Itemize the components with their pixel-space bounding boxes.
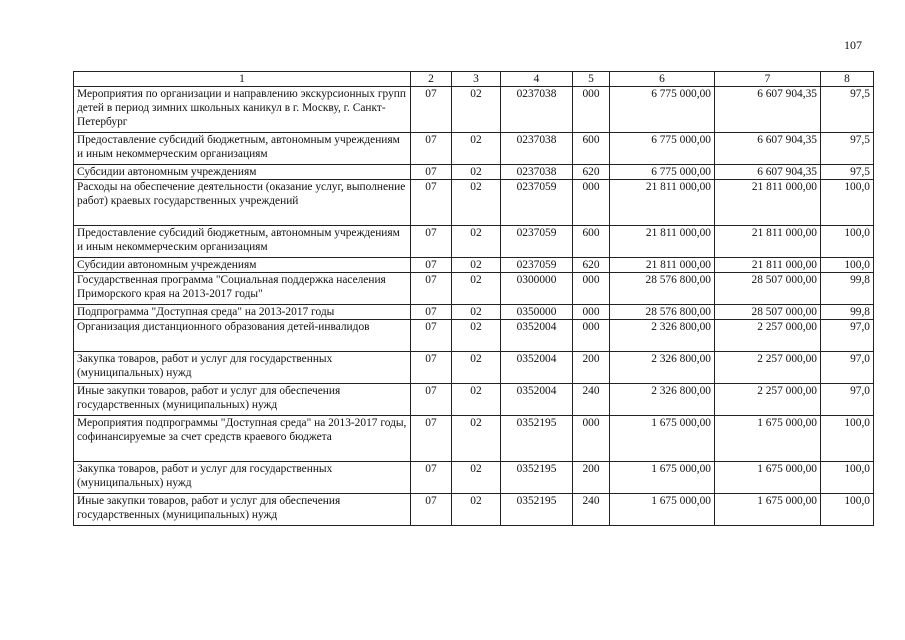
table-cell-expense-type: 000 [573,273,610,305]
table-cell-subsection: 02 [452,320,501,352]
table-cell-description: Подпрограмма "Доступная среда" на 2013-2017 годы [74,305,411,320]
table-cell-description: Мероприятия подпрограммы "Доступная среда" на 2013-2017 годы, софинансируемые за счет средств краевого бюджета [74,416,411,462]
table-row [74,180,874,226]
table-cell-section: 07 [411,133,452,165]
table-cell-expense-type: 600 [573,226,610,258]
table-cell-planned: 1 675 000,00 [610,494,715,526]
page-number: 107 [844,38,862,52]
table-cell-target-article: 0352195 [501,416,573,462]
table-cell-description: Организация дистанционного образования детей-инвалидов [74,320,411,352]
table-cell-executed: 1 675 000,00 [715,494,821,526]
table-cell-section: 07 [411,273,452,305]
table-row [74,462,874,494]
table-cell-percent: 100,0 [821,258,874,273]
table-cell-expense-type: 240 [573,384,610,416]
table-cell-planned: 2 326 800,00 [610,384,715,416]
table-cell-target-article: 0237038 [501,133,573,165]
table-cell-subsection: 02 [452,494,501,526]
budget-table [73,71,874,526]
table-cell-target-article: 0237059 [501,180,573,226]
table-cell-planned: 1 675 000,00 [610,462,715,494]
table-cell-description: Закупка товаров, работ и услуг для государственных (муниципальных) нужд [74,352,411,384]
table-cell-executed: 1 675 000,00 [715,416,821,462]
table-cell-executed: 6 607 904,35 [715,87,821,133]
column-header: 3 [452,72,501,87]
table-cell-section: 07 [411,416,452,462]
table-row [74,133,874,165]
table-cell-target-article: 0237038 [501,165,573,180]
table-cell-executed: 1 675 000,00 [715,462,821,494]
table-cell-expense-type: 000 [573,320,610,352]
table-cell-expense-type: 240 [573,494,610,526]
column-header: 5 [573,72,610,87]
table-cell-target-article: 0237059 [501,258,573,273]
column-header: 7 [715,72,821,87]
table-cell-expense-type: 000 [573,180,610,226]
table-cell-subsection: 02 [452,226,501,258]
table-cell-expense-type: 620 [573,165,610,180]
table-cell-percent: 97,5 [821,133,874,165]
table-cell-percent: 97,0 [821,320,874,352]
table-cell-executed: 2 257 000,00 [715,352,821,384]
table-cell-planned: 28 576 800,00 [610,273,715,305]
table-cell-description: Субсидии автономным учреждениям [74,165,411,180]
table-row [74,352,874,384]
column-header: 8 [821,72,874,87]
table-cell-target-article: 0350000 [501,305,573,320]
table-cell-planned: 21 811 000,00 [610,180,715,226]
table-cell-expense-type: 600 [573,133,610,165]
table-row [74,384,874,416]
table-cell-section: 07 [411,305,452,320]
table-cell-percent: 100,0 [821,462,874,494]
table-cell-description: Расходы на обеспечение деятельности (оказание услуг, выполнение работ) краевых государственных учреждений [74,180,411,226]
table-cell-section: 07 [411,320,452,352]
table-cell-expense-type: 620 [573,258,610,273]
table-cell-planned: 2 326 800,00 [610,352,715,384]
header-row [74,72,874,87]
table-cell-target-article: 0352004 [501,352,573,384]
table-row [74,320,874,352]
table-cell-section: 07 [411,494,452,526]
table-cell-subsection: 02 [452,273,501,305]
table-cell-subsection: 02 [452,462,501,494]
table-cell-executed: 21 811 000,00 [715,258,821,273]
table-cell-planned: 21 811 000,00 [610,226,715,258]
table-cell-section: 07 [411,226,452,258]
table-cell-percent: 100,0 [821,494,874,526]
table-cell-description: Иные закупки товаров, работ и услуг для обеспечения государственных (муниципальных) нужд [74,494,411,526]
table-cell-executed: 28 507 000,00 [715,273,821,305]
table-cell-executed: 6 607 904,35 [715,165,821,180]
table-cell-expense-type: 200 [573,352,610,384]
table-cell-planned: 28 576 800,00 [610,305,715,320]
table-cell-subsection: 02 [452,352,501,384]
table-cell-subsection: 02 [452,133,501,165]
table-cell-percent: 100,0 [821,416,874,462]
table-cell-percent: 97,0 [821,384,874,416]
table-row [74,87,874,133]
table-cell-expense-type: 200 [573,462,610,494]
table-cell-description: Мероприятия по организации и направлению экскурсионных групп детей в период зимних школьных каникул в г. Москву, г. Санкт-Петербург [74,87,411,133]
table-cell-target-article: 0352195 [501,494,573,526]
table-row [74,273,874,305]
table-cell-description: Субсидии автономным учреждениям [74,258,411,273]
table-cell-section: 07 [411,165,452,180]
table-cell-planned: 6 775 000,00 [610,87,715,133]
table-cell-expense-type: 000 [573,305,610,320]
table-cell-section: 07 [411,384,452,416]
table-cell-description: Иные закупки товаров, работ и услуг для обеспечения государственных (муниципальных) нужд [74,384,411,416]
table-row [74,416,874,462]
table-cell-target-article: 0352195 [501,462,573,494]
table-cell-subsection: 02 [452,305,501,320]
column-header: 4 [501,72,573,87]
table-row [74,226,874,258]
table-cell-planned: 6 775 000,00 [610,165,715,180]
table-cell-executed: 21 811 000,00 [715,180,821,226]
table-cell-target-article: 0300000 [501,273,573,305]
table-cell-planned: 21 811 000,00 [610,258,715,273]
table-cell-executed: 6 607 904,35 [715,133,821,165]
table-cell-target-article: 0352004 [501,320,573,352]
column-header: 6 [610,72,715,87]
table-cell-executed: 28 507 000,00 [715,305,821,320]
table-cell-subsection: 02 [452,87,501,133]
table-cell-section: 07 [411,180,452,226]
table-cell-subsection: 02 [452,165,501,180]
table-cell-section: 07 [411,352,452,384]
table-cell-percent: 97,0 [821,352,874,384]
table-cell-description: Закупка товаров, работ и услуг для государственных (муниципальных) нужд [74,462,411,494]
table-row [74,258,874,273]
table-cell-percent: 97,5 [821,165,874,180]
table-cell-description: Предоставление субсидий бюджетным, автономным учреждениям и иным некоммерческим организациям [74,226,411,258]
table-cell-executed: 2 257 000,00 [715,320,821,352]
table-cell-percent: 97,5 [821,87,874,133]
table-cell-section: 07 [411,462,452,494]
table-cell-expense-type: 000 [573,416,610,462]
table-cell-description: Государственная программа "Социальная поддержка населения Приморского края на 2013-2017 годы" [74,273,411,305]
table-cell-planned: 2 326 800,00 [610,320,715,352]
table-cell-subsection: 02 [452,416,501,462]
table-cell-section: 07 [411,87,452,133]
table-cell-description: Предоставление субсидий бюджетным, автономным учреждениям и иным некоммерческим организациям [74,133,411,165]
column-header: 1 [74,72,411,87]
table-row [74,165,874,180]
table-cell-target-article: 0352004 [501,384,573,416]
table-cell-subsection: 02 [452,180,501,226]
column-header: 2 [411,72,452,87]
table-cell-target-article: 0237038 [501,87,573,133]
table-row [74,305,874,320]
table-cell-percent: 100,0 [821,226,874,258]
table-cell-subsection: 02 [452,258,501,273]
table-cell-percent: 100,0 [821,180,874,226]
table-cell-subsection: 02 [452,384,501,416]
table-cell-executed: 2 257 000,00 [715,384,821,416]
table-row [74,494,874,526]
table-cell-section: 07 [411,258,452,273]
table-cell-planned: 6 775 000,00 [610,133,715,165]
table-cell-percent: 99,8 [821,305,874,320]
table-cell-target-article: 0237059 [501,226,573,258]
table-cell-planned: 1 675 000,00 [610,416,715,462]
table-cell-executed: 21 811 000,00 [715,226,821,258]
table-cell-expense-type: 000 [573,87,610,133]
table-cell-percent: 99,8 [821,273,874,305]
